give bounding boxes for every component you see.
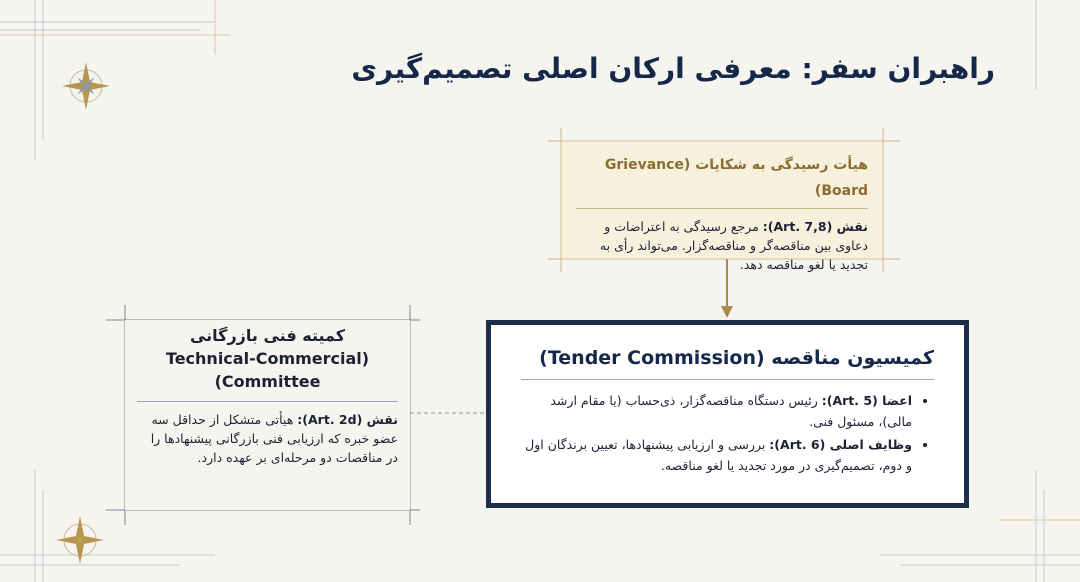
divider [137,401,398,402]
title-fa: کمیته فنی بازرگانی [189,326,346,345]
item-text: رئیس دستگاه مناقصه‌گزار، ذی‌حساب (یا مقام ارشد مالی)، مسئول فنی. [550,393,912,429]
technical-committee-role [137,410,398,467]
title-en-line2: Committee) [214,372,321,391]
item-label: وظایف اصلی (Art. 6): [769,437,912,452]
title-en-line1: (Technical-Commercial [165,349,370,368]
grievance-board-title: هیأت رسیدگی به شکایات (Grievance Board) [604,157,868,199]
role-label: نقش (Art. 2d): [297,412,398,427]
role-text: مرجع رسیدگی به اعتراضات و دعاوی بین مناقصه‌گر و مناقصه‌گزار. می‌تواند رأی به تجدید یا لغو مناقصه دهد. [599,219,868,272]
list-item-members [521,390,912,432]
technical-committee-card [125,320,410,510]
item-text: بررسی و ارزیابی پیشنهادها، تعیین برندگان اول و دوم، تصمیم‌گیری در مورد تجدید یا لغو مناقصه. [525,437,912,473]
tender-commission-list [521,390,934,476]
compass-icon-bottom [56,516,104,564]
role-text: هیأتی متشکل از حداقل سه عضو خبره که ارزیابی فنی بازرگانی پیشنهادها را در مناقصات دو مرحله‌ای بر عهده دارد. [150,412,398,465]
item-label: اعضا (Art. 5): [821,393,912,408]
divider [521,379,934,380]
technical-committee-title [137,324,398,393]
tender-commission-title: کمیسیون مناقصه (Tender Commission) [539,347,934,369]
compass-icon-top [62,62,110,110]
grievance-board-role [576,217,868,274]
page-title: راهبران سفر: معرفی ارکان اصلی تصمیم‌گیری [351,52,995,85]
divider [576,208,868,209]
role-label: نقش (Art. 7,8): [762,219,868,234]
tender-commission-card [486,320,969,508]
grievance-board-card [561,141,883,272]
list-item-duties [521,434,912,476]
